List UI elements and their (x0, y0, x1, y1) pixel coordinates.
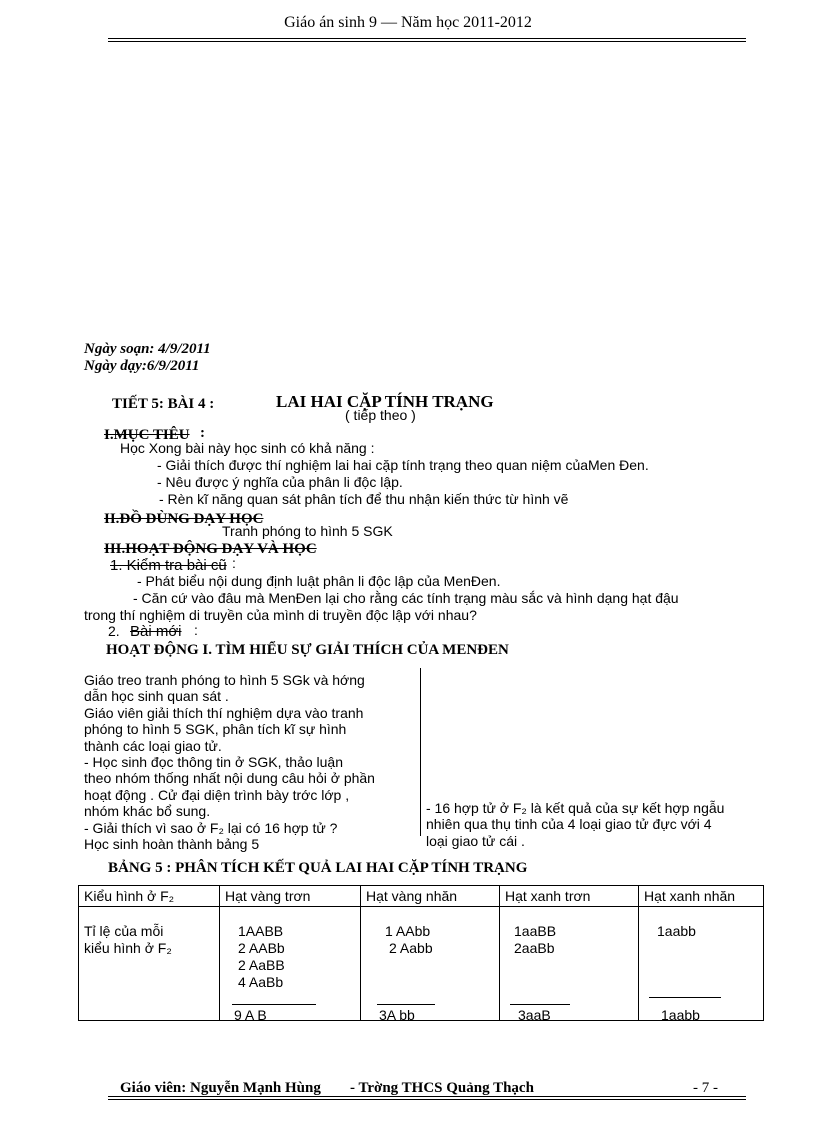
activity-line: thành các loại giao tử. (84, 737, 222, 754)
section-objectives-heading: I.MỤC TIÊU (104, 427, 190, 443)
genotype: 1aaBB (514, 923, 557, 939)
genotype: 1aabb (657, 923, 696, 939)
header-green-smooth: Hạt xanh trơn (500, 886, 639, 907)
total-green-wrinkled: 1aabb (661, 1007, 700, 1023)
sum-underline (649, 997, 721, 998)
new-lesson-colon: : (194, 622, 198, 638)
header-rule-top (108, 38, 746, 39)
review-question-1: - Phát biểu nội dung định luật phân li độc lập của MenĐen. (137, 573, 501, 589)
new-lesson-number: 2. (108, 623, 120, 639)
header-rule-bottom (108, 41, 746, 42)
activity-line: Giáo treo tranh phóng to hình 5 SGk và hớng (84, 672, 365, 688)
sum-underline (377, 1004, 435, 1005)
sum-underline (510, 1004, 570, 1005)
table-title: BẢNG 5 : PHÂN TÍCH KẾT QUẢ LAI HAI CẶP TÍNH TRẠNG (108, 860, 528, 876)
activity-answer-column (426, 800, 724, 849)
genotype: 2 AABb (238, 940, 285, 956)
genotype: 2 AaBB (238, 957, 285, 973)
total-yellow-smooth: 9 A B (234, 1007, 267, 1023)
activity-title: HOẠT ĐỘNG I. TÌM HIỂU SỰ GIẢI THÍCH CỦA MENĐEN (106, 642, 509, 658)
activity-answer-line: nhiên qua thụ tinh của 4 loại giao tử đực với 4 (426, 816, 712, 833)
genotype: 4 AaBb (238, 974, 284, 990)
activity-line: - Giải thích vì sao ở F₂ lại có 16 hợp tử ? (84, 819, 338, 836)
section-objectives-colon: : (200, 425, 205, 441)
old-lesson-check-heading: 1. Kiểm tra bài cũ (110, 557, 227, 574)
objective-item: - Rèn kĩ năng quan sát phân tích để thu nhận kiến thức từ hình vẽ (159, 491, 569, 507)
activity-line: phóng to hình 5 SGK, phân tích kĩ sự hình (84, 721, 347, 738)
header-green-wrinkled: Hạt xanh nhăn (639, 886, 764, 907)
materials-content: Tranh phóng to hình 5 SGK (222, 523, 393, 539)
cell-yellow-smooth (220, 907, 361, 1021)
activity-line: Giáo viên giải thích thí nghiệm dựa vào tranh (84, 704, 364, 721)
review-question-2b: trong thí nghiệm di truyền của mình di truyền độc lập với nhau? (84, 607, 477, 623)
activity-line: hoạt động . Cử đại diện trình bày trớc lớp , (84, 786, 350, 803)
activity-column-divider (420, 668, 421, 836)
section-materials-heading: II.ĐỒ DÙNG DẠY HỌC (104, 511, 264, 527)
cell-yellow-wrinkled (361, 907, 500, 1021)
footer-teacher: Giáo viên: Nguyễn Mạnh Hùng (120, 1080, 321, 1096)
lesson-subtitle: ( tiếp theo ) (345, 407, 416, 423)
results-table (78, 885, 764, 1021)
activity-teacher-column (84, 672, 375, 852)
review-question-2a: - Căn cứ vào đâu mà MenĐen lại cho rằng các tính trạng màu sắc và hình dạng hạt đậu (133, 590, 679, 606)
footer-school: - Trờng THCS Quảng Thạch (350, 1080, 534, 1096)
total-green-smooth: 3aaB (518, 1007, 551, 1023)
row-label-line: kiểu hình ở F₂ (84, 940, 172, 956)
table-header-row (79, 886, 764, 907)
lesson-number: TIẾT 5: BÀI 4 : (112, 396, 215, 412)
genotype: 2 Aabb (389, 940, 433, 956)
objective-item: - Nêu được ý nghĩa của phân li độc lập. (157, 474, 403, 490)
page-header-title: Giáo án sinh 9 — Năm học 2011-2012 (284, 14, 532, 31)
date-taught: Ngày dạy:6/9/2011 (84, 358, 200, 374)
old-lesson-check-colon: : (232, 555, 236, 571)
row-label (79, 907, 220, 1021)
objectives-intro: Học Xong bài này học sinh có khả năng : (120, 440, 375, 456)
footer-rule-top (108, 1096, 746, 1097)
cell-green-wrinkled (639, 907, 764, 1021)
activity-line: - Học sinh đọc thông tin ở SGK, thảo luận (84, 754, 343, 771)
header-yellow-wrinkled: Hạt vàng nhăn (361, 886, 500, 907)
genotype: 1 AAbb (385, 923, 431, 939)
date-prepared: Ngày soạn: 4/9/2011 (84, 341, 211, 357)
activity-line: dẫn học sinh quan sát . (84, 688, 229, 705)
cell-green-smooth (500, 907, 639, 1021)
footer-rule-bottom (108, 1099, 746, 1100)
activity-answer-line: - 16 hợp tử ở F₂ là kết quả của sự kết hợp ngẫu (426, 800, 725, 816)
activity-line: nhóm khác bổ sung. (84, 803, 211, 820)
footer-page-number: - 7 - (693, 1080, 718, 1096)
activity-answer-line: loại giao tử cái . (426, 832, 525, 849)
header-phenotype: Kiểu hình ở F₂ (79, 886, 220, 907)
genotype: 1AABB (238, 923, 284, 939)
row-label-line: Tỉ lệ của mỗi (84, 923, 164, 939)
sum-underline (232, 1004, 316, 1005)
activity-line: theo nhóm thống nhất nội dung câu hỏi ở phần (84, 770, 375, 787)
new-lesson-heading: Bài mới (130, 623, 182, 640)
genotype: 2aaBb (514, 940, 555, 956)
section-activities-heading: III.HOẠT ĐỘNG DẠY VÀ HỌC (104, 541, 317, 557)
lesson-title: LAI HAI CẶP TÍNH TRẠNG (276, 392, 494, 411)
activity-line: Học sinh hoàn thành bảng 5 (84, 836, 260, 853)
header-yellow-smooth: Hạt vàng trơn (220, 886, 361, 907)
table-row (79, 907, 764, 1021)
objective-item: - Giải thích được thí nghiệm lai hai cặp tính trạng theo quan niệm củaMen Đen. (157, 457, 649, 473)
total-yellow-wrinkled: 3A bb (379, 1007, 415, 1023)
